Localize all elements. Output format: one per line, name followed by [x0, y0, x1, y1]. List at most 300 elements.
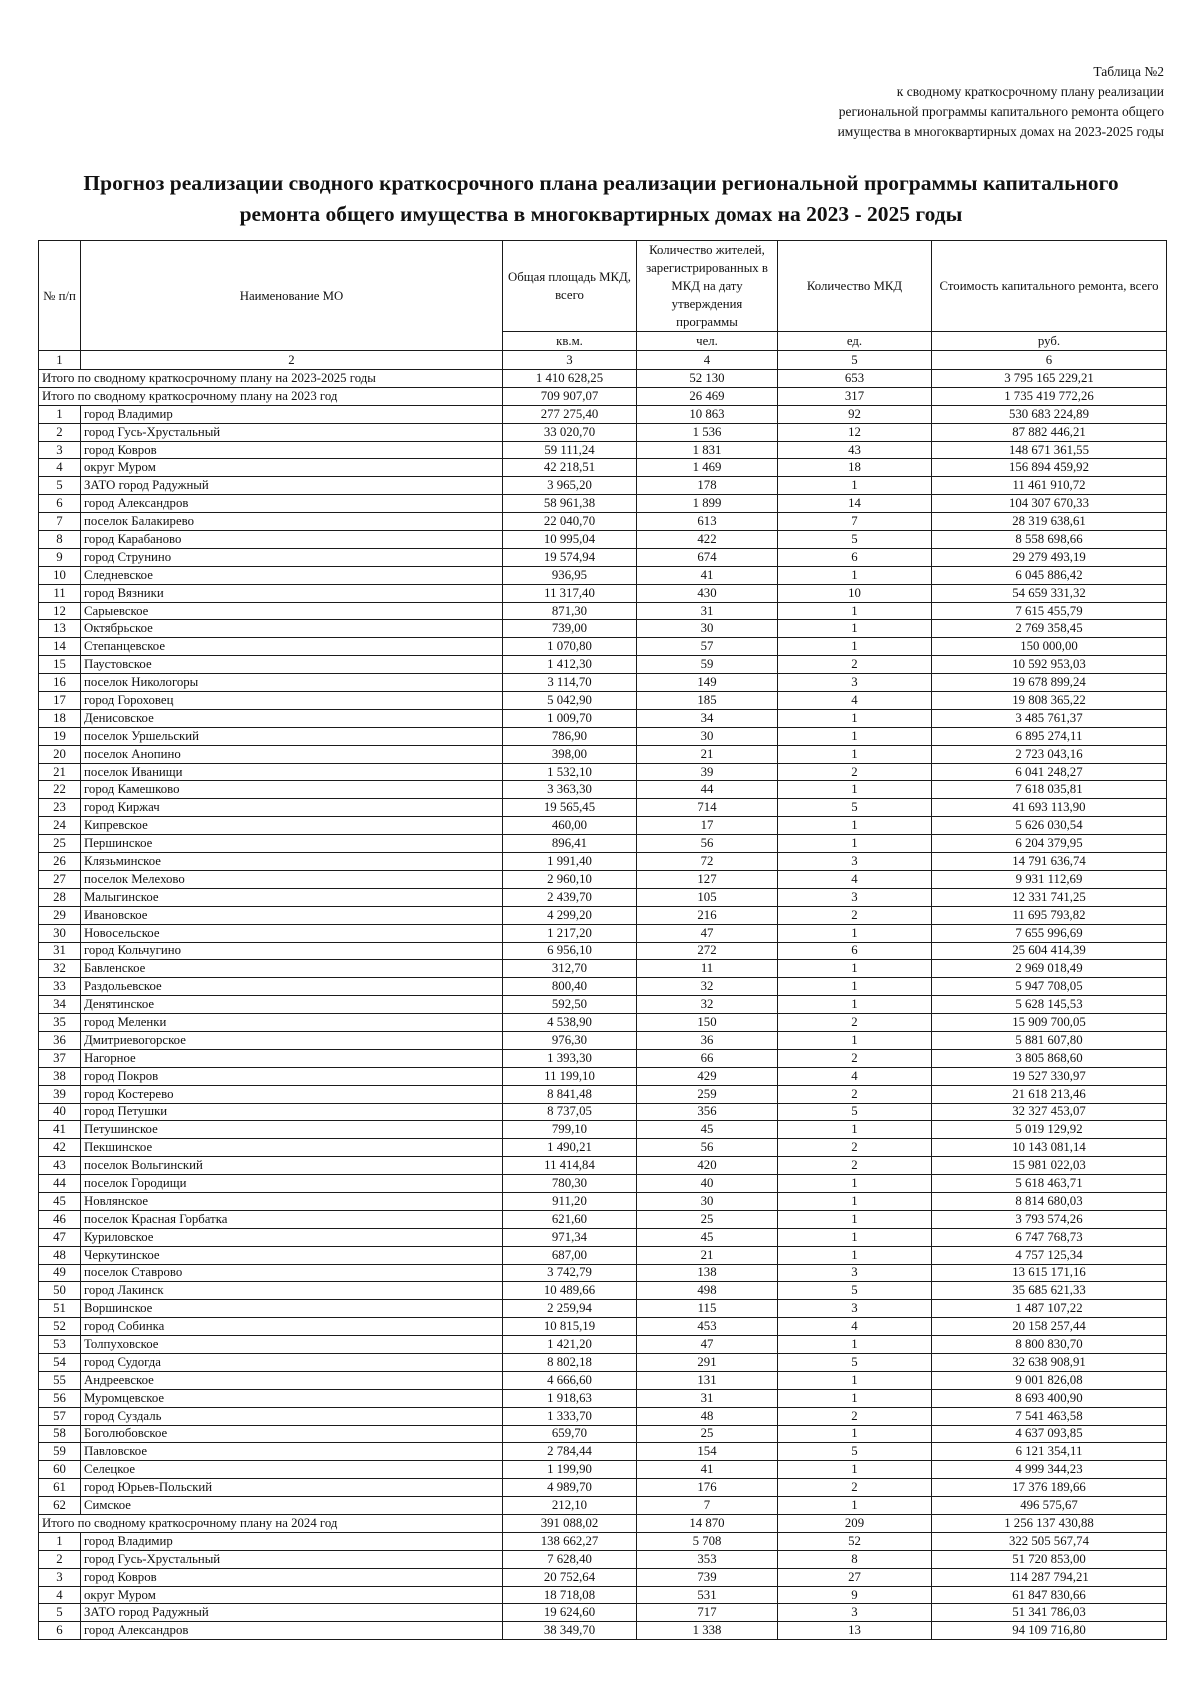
mo-name: город Киржач [81, 799, 503, 817]
mkd-count-value: 2 [778, 1049, 932, 1067]
cost-value: 1 735 419 772,26 [932, 387, 1167, 405]
caption-line-1: Таблица №2 [1093, 64, 1164, 79]
row-number: 6 [39, 1622, 81, 1640]
mo-name: город Меленки [81, 1014, 503, 1032]
area-value: 971,34 [503, 1228, 637, 1246]
cost-value: 7 541 463,58 [932, 1407, 1167, 1425]
row-number: 61 [39, 1479, 81, 1497]
mkd-count-value: 2 [778, 906, 932, 924]
mkd-count-value: 1 [778, 709, 932, 727]
cost-value: 11 695 793,82 [932, 906, 1167, 924]
mo-name: Новосельское [81, 924, 503, 942]
mkd-count-value: 9 [778, 1586, 932, 1604]
cost-value: 104 307 670,33 [932, 495, 1167, 513]
residents-value: 14 870 [637, 1515, 778, 1533]
column-number: 4 [637, 351, 778, 370]
cost-value: 28 319 638,61 [932, 513, 1167, 531]
mkd-count-value: 5 [778, 1353, 932, 1371]
cost-value: 4 757 125,34 [932, 1246, 1167, 1264]
row-number: 57 [39, 1407, 81, 1425]
residents-value: 41 [637, 1461, 778, 1479]
residents-value: 1 899 [637, 495, 778, 513]
table-caption [838, 62, 1164, 142]
mo-name: город Камешково [81, 781, 503, 799]
mo-name: поселок Анопино [81, 745, 503, 763]
mkd-count-value: 1 [778, 1210, 932, 1228]
table-row [39, 1282, 1167, 1300]
row-number: 43 [39, 1157, 81, 1175]
mo-name: Раздольевское [81, 978, 503, 996]
table-row [39, 1353, 1167, 1371]
row-number: 26 [39, 853, 81, 871]
unit-repair-cost: руб. [932, 332, 1167, 351]
mkd-count-value: 1 [778, 924, 932, 942]
residents-value: 353 [637, 1550, 778, 1568]
row-number: 50 [39, 1282, 81, 1300]
mo-name: Паустовское [81, 656, 503, 674]
area-value: 5 042,90 [503, 692, 637, 710]
residents-value: 32 [637, 996, 778, 1014]
cost-value: 2 769 358,45 [932, 620, 1167, 638]
residents-value: 453 [637, 1318, 778, 1336]
mkd-count-value: 317 [778, 387, 932, 405]
mo-name: поселок Городищи [81, 1175, 503, 1193]
residents-value: 739 [637, 1568, 778, 1586]
cost-value: 19 527 330,97 [932, 1067, 1167, 1085]
area-value: 1 070,80 [503, 638, 637, 656]
table-row [39, 1300, 1167, 1318]
row-number: 40 [39, 1103, 81, 1121]
cost-value: 7 618 035,81 [932, 781, 1167, 799]
residents-value: 1 338 [637, 1622, 778, 1640]
cost-value: 530 683 224,89 [932, 405, 1167, 423]
mkd-count-value: 3 [778, 1264, 932, 1282]
mkd-count-value: 3 [778, 888, 932, 906]
residents-value: 422 [637, 531, 778, 549]
mo-name: Денисовское [81, 709, 503, 727]
table-row [39, 548, 1167, 566]
residents-value: 430 [637, 584, 778, 602]
table-row [39, 1461, 1167, 1479]
mkd-count-value: 5 [778, 799, 932, 817]
row-number: 44 [39, 1175, 81, 1193]
area-value: 739,00 [503, 620, 637, 638]
residents-value: 45 [637, 1228, 778, 1246]
row-number: 36 [39, 1031, 81, 1049]
header-row [39, 241, 1167, 332]
table-row [39, 620, 1167, 638]
mkd-count-value: 1 [778, 1175, 932, 1193]
table-row [39, 709, 1167, 727]
mo-name: город Собинка [81, 1318, 503, 1336]
cost-value: 19 678 899,24 [932, 674, 1167, 692]
table-row [39, 459, 1167, 477]
area-value: 4 666,60 [503, 1371, 637, 1389]
row-number: 8 [39, 531, 81, 549]
mkd-count-value: 7 [778, 513, 932, 531]
row-number: 14 [39, 638, 81, 656]
row-number: 53 [39, 1336, 81, 1354]
cost-value: 10 592 953,03 [932, 656, 1167, 674]
cost-value: 9 001 826,08 [932, 1371, 1167, 1389]
mo-name: поселок Балакирево [81, 513, 503, 531]
mkd-count-value: 6 [778, 548, 932, 566]
mkd-count-value: 1 [778, 978, 932, 996]
column-number: 5 [778, 351, 932, 370]
total-label: Итого по сводному краткосрочному плану на 2023 год [39, 387, 503, 405]
mo-name: город Александров [81, 495, 503, 513]
header-area: Общая площадь МКД, всего [503, 241, 637, 332]
residents-value: 498 [637, 1282, 778, 1300]
residents-value: 216 [637, 906, 778, 924]
residents-value: 131 [637, 1371, 778, 1389]
row-number: 55 [39, 1371, 81, 1389]
mo-name: город Суздаль [81, 1407, 503, 1425]
mo-name: город Покров [81, 1067, 503, 1085]
mkd-count-value: 1 [778, 745, 932, 763]
residents-value: 1 469 [637, 459, 778, 477]
mo-name: город Карабаново [81, 531, 503, 549]
cost-value: 61 847 830,66 [932, 1586, 1167, 1604]
area-value: 936,95 [503, 566, 637, 584]
cost-value: 11 461 910,72 [932, 477, 1167, 495]
mkd-count-value: 14 [778, 495, 932, 513]
table-row [39, 1121, 1167, 1139]
mkd-count-value: 8 [778, 1550, 932, 1568]
mkd-count-value: 1 [778, 727, 932, 745]
residents-value: 47 [637, 924, 778, 942]
row-number: 22 [39, 781, 81, 799]
table-row [39, 888, 1167, 906]
area-value: 11 317,40 [503, 584, 637, 602]
table-row [39, 1586, 1167, 1604]
area-value: 2 439,70 [503, 888, 637, 906]
table-row [39, 745, 1167, 763]
residents-value: 7 [637, 1497, 778, 1515]
table-row [39, 1031, 1167, 1049]
row-number: 13 [39, 620, 81, 638]
residents-value: 26 469 [637, 387, 778, 405]
area-value: 780,30 [503, 1175, 637, 1193]
table-row [39, 1228, 1167, 1246]
cost-value: 2 723 043,16 [932, 745, 1167, 763]
table-row [39, 1532, 1167, 1550]
mkd-count-value: 1 [778, 1371, 932, 1389]
cost-value: 19 808 365,22 [932, 692, 1167, 710]
total-row [39, 370, 1167, 388]
mo-name: Андреевское [81, 1371, 503, 1389]
table-row [39, 870, 1167, 888]
column-number: 1 [39, 351, 81, 370]
mo-name: округ Муром [81, 459, 503, 477]
area-value: 911,20 [503, 1192, 637, 1210]
residents-value: 25 [637, 1425, 778, 1443]
row-number: 42 [39, 1139, 81, 1157]
cost-value: 94 109 716,80 [932, 1622, 1167, 1640]
area-value: 621,60 [503, 1210, 637, 1228]
table-row [39, 906, 1167, 924]
mkd-count-value: 5 [778, 1443, 932, 1461]
cost-value: 7 615 455,79 [932, 602, 1167, 620]
residents-value: 41 [637, 566, 778, 584]
header-repair-cost: Стоимость капитального ремонта, всего [932, 241, 1167, 332]
residents-value: 127 [637, 870, 778, 888]
table-row [39, 781, 1167, 799]
area-value: 312,70 [503, 960, 637, 978]
residents-value: 52 130 [637, 370, 778, 388]
area-value: 11 199,10 [503, 1067, 637, 1085]
cost-value: 2 969 018,49 [932, 960, 1167, 978]
table-row [39, 763, 1167, 781]
unit-residents: чел. [637, 332, 778, 351]
cost-value: 35 685 621,33 [932, 1282, 1167, 1300]
mkd-count-value: 43 [778, 441, 932, 459]
area-value: 10 489,66 [503, 1282, 637, 1300]
table-row [39, 1246, 1167, 1264]
cost-value: 496 575,67 [932, 1497, 1167, 1515]
mkd-count-value: 2 [778, 763, 932, 781]
mo-name: город Владимир [81, 405, 503, 423]
residents-value: 32 [637, 978, 778, 996]
residents-value: 138 [637, 1264, 778, 1282]
cost-value: 6 121 354,11 [932, 1443, 1167, 1461]
cost-value: 1 256 137 430,88 [932, 1515, 1167, 1533]
cost-value: 148 671 361,55 [932, 441, 1167, 459]
row-number: 58 [39, 1425, 81, 1443]
table-row [39, 1568, 1167, 1586]
cost-value: 41 693 113,90 [932, 799, 1167, 817]
table-row [39, 1139, 1167, 1157]
area-value: 19 574,94 [503, 548, 637, 566]
area-value: 38 349,70 [503, 1622, 637, 1640]
mkd-count-value: 4 [778, 1067, 932, 1085]
row-number: 5 [39, 477, 81, 495]
cost-value: 8 558 698,66 [932, 531, 1167, 549]
mkd-count-value: 13 [778, 1622, 932, 1640]
table-row [39, 727, 1167, 745]
mo-name: город Струнино [81, 548, 503, 566]
mkd-count-value: 1 [778, 1461, 932, 1479]
residents-value: 66 [637, 1049, 778, 1067]
mkd-count-value: 5 [778, 531, 932, 549]
residents-value: 40 [637, 1175, 778, 1193]
cost-value: 29 279 493,19 [932, 548, 1167, 566]
area-value: 1 918,63 [503, 1389, 637, 1407]
table-row [39, 1389, 1167, 1407]
unit-mkd-count: ед. [778, 332, 932, 351]
title-line-1: Прогноз реализации сводного краткосрочного плана реализации региональной программы капитального [83, 171, 1119, 195]
row-number: 27 [39, 870, 81, 888]
area-value: 19 565,45 [503, 799, 637, 817]
residents-value: 613 [637, 513, 778, 531]
area-value: 11 414,84 [503, 1157, 637, 1175]
residents-value: 178 [637, 477, 778, 495]
mkd-count-value: 1 [778, 620, 932, 638]
area-value: 4 538,90 [503, 1014, 637, 1032]
area-value: 59 111,24 [503, 441, 637, 459]
row-number: 46 [39, 1210, 81, 1228]
area-value: 2 784,44 [503, 1443, 637, 1461]
cost-value: 114 287 794,21 [932, 1568, 1167, 1586]
row-number: 18 [39, 709, 81, 727]
total-row [39, 1515, 1167, 1533]
cost-value: 4 637 093,85 [932, 1425, 1167, 1443]
area-value: 592,50 [503, 996, 637, 1014]
table-row [39, 1550, 1167, 1568]
residents-value: 5 708 [637, 1532, 778, 1550]
mkd-count-value: 1 [778, 1389, 932, 1407]
mkd-count-value: 2 [778, 1157, 932, 1175]
cost-value: 3 485 761,37 [932, 709, 1167, 727]
mkd-count-value: 2 [778, 1014, 932, 1032]
residents-value: 674 [637, 548, 778, 566]
row-number: 15 [39, 656, 81, 674]
row-number: 1 [39, 1532, 81, 1550]
mo-name: город Ковров [81, 1568, 503, 1586]
table-row [39, 638, 1167, 656]
residents-value: 57 [637, 638, 778, 656]
mkd-count-value: 1 [778, 1336, 932, 1354]
row-number: 33 [39, 978, 81, 996]
residents-value: 36 [637, 1031, 778, 1049]
cost-value: 32 327 453,07 [932, 1103, 1167, 1121]
cost-value: 25 604 414,39 [932, 942, 1167, 960]
area-value: 1 333,70 [503, 1407, 637, 1425]
title-line-2: ремонта общего имущества в многоквартирных домах на 2023 - 2025 годы [239, 202, 963, 226]
residents-value: 45 [637, 1121, 778, 1139]
row-number: 32 [39, 960, 81, 978]
mkd-count-value: 1 [778, 960, 932, 978]
row-number: 11 [39, 584, 81, 602]
table-row [39, 656, 1167, 674]
unit-area: кв.м. [503, 332, 637, 351]
mkd-count-value: 5 [778, 1282, 932, 1300]
area-value: 800,40 [503, 978, 637, 996]
mkd-count-value: 2 [778, 1139, 932, 1157]
row-number: 47 [39, 1228, 81, 1246]
mo-name: Новлянское [81, 1192, 503, 1210]
table-row [39, 531, 1167, 549]
mkd-count-value: 10 [778, 584, 932, 602]
mkd-count-value: 3 [778, 1300, 932, 1318]
row-number: 23 [39, 799, 81, 817]
mo-name: Степанцевское [81, 638, 503, 656]
mo-name: поселок Вольгинский [81, 1157, 503, 1175]
row-number: 21 [39, 763, 81, 781]
row-number: 4 [39, 459, 81, 477]
area-value: 1 410 628,25 [503, 370, 637, 388]
row-number: 7 [39, 513, 81, 531]
area-value: 1 532,10 [503, 763, 637, 781]
row-number: 16 [39, 674, 81, 692]
mo-name: город Судогда [81, 1353, 503, 1371]
mo-name: Черкутинское [81, 1246, 503, 1264]
row-number: 37 [39, 1049, 81, 1067]
mo-name: Нагорное [81, 1049, 503, 1067]
mkd-count-value: 3 [778, 1604, 932, 1622]
row-number: 29 [39, 906, 81, 924]
cost-value: 5 947 708,05 [932, 978, 1167, 996]
row-number: 17 [39, 692, 81, 710]
mkd-count-value: 5 [778, 1103, 932, 1121]
row-number: 35 [39, 1014, 81, 1032]
total-row [39, 387, 1167, 405]
table-row [39, 441, 1167, 459]
residents-value: 714 [637, 799, 778, 817]
cost-value: 5 019 129,92 [932, 1121, 1167, 1139]
mkd-count-value: 4 [778, 870, 932, 888]
mo-name: Першинское [81, 835, 503, 853]
table-row [39, 566, 1167, 584]
residents-value: 531 [637, 1586, 778, 1604]
cost-value: 13 615 171,16 [932, 1264, 1167, 1282]
mo-name: Воршинское [81, 1300, 503, 1318]
row-number: 6 [39, 495, 81, 513]
cost-value: 14 791 636,74 [932, 853, 1167, 871]
cost-value: 9 931 112,69 [932, 870, 1167, 888]
mkd-count-value: 27 [778, 1568, 932, 1586]
cost-value: 3 795 165 229,21 [932, 370, 1167, 388]
mo-name: город Кольчугино [81, 942, 503, 960]
table-row [39, 584, 1167, 602]
residents-value: 72 [637, 853, 778, 871]
table-row [39, 1067, 1167, 1085]
table-row [39, 1497, 1167, 1515]
row-number: 3 [39, 1568, 81, 1586]
table-row [39, 1443, 1167, 1461]
area-value: 4 989,70 [503, 1479, 637, 1497]
area-value: 871,30 [503, 602, 637, 620]
mkd-count-value: 1 [778, 996, 932, 1014]
mkd-count-value: 209 [778, 1515, 932, 1533]
header-mo-name: Наименование МО [81, 241, 503, 351]
mo-name: поселок Никологоры [81, 674, 503, 692]
row-number: 45 [39, 1192, 81, 1210]
caption-line-4: имущества в многоквартирных домах на 2023-2025 годы [837, 124, 1164, 139]
row-number: 2 [39, 423, 81, 441]
table-row [39, 817, 1167, 835]
residents-value: 31 [637, 1389, 778, 1407]
residents-value: 34 [637, 709, 778, 727]
mkd-count-value: 2 [778, 1085, 932, 1103]
mo-name: город Гороховец [81, 692, 503, 710]
cost-value: 6 747 768,73 [932, 1228, 1167, 1246]
cost-value: 15 981 022,03 [932, 1157, 1167, 1175]
table-row [39, 477, 1167, 495]
mo-name: Муромцевское [81, 1389, 503, 1407]
area-value: 2 960,10 [503, 870, 637, 888]
mo-name: поселок Иванищи [81, 763, 503, 781]
area-value: 212,10 [503, 1497, 637, 1515]
mkd-count-value: 1 [778, 602, 932, 620]
area-value: 138 662,27 [503, 1532, 637, 1550]
mkd-count-value: 92 [778, 405, 932, 423]
residents-value: 154 [637, 1443, 778, 1461]
mo-name: Клязьминское [81, 853, 503, 871]
mkd-count-value: 2 [778, 656, 932, 674]
row-number: 62 [39, 1497, 81, 1515]
cost-value: 51 720 853,00 [932, 1550, 1167, 1568]
mkd-count-value: 1 [778, 1031, 932, 1049]
row-number: 28 [39, 888, 81, 906]
cost-value: 322 505 567,74 [932, 1532, 1167, 1550]
mo-name: Малыгинское [81, 888, 503, 906]
table-row [39, 1604, 1167, 1622]
mo-name: Куриловское [81, 1228, 503, 1246]
area-value: 33 020,70 [503, 423, 637, 441]
residents-value: 1 831 [637, 441, 778, 459]
mkd-count-value: 4 [778, 1318, 932, 1336]
